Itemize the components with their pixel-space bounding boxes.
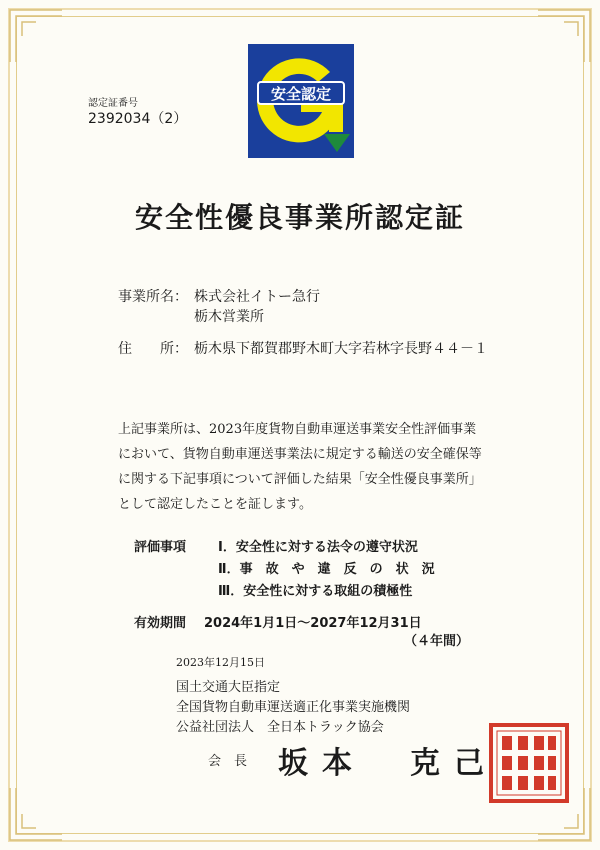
issuer-line2: 全国貨物自動車運送適正化事業実施機関 [176, 700, 411, 715]
evaluation-item: Ⅲ．安全性に対する取組の積極性 [218, 584, 413, 599]
body-line: として認定したことを証します。 [118, 497, 312, 512]
office-name-label: 事業所名： [118, 289, 188, 305]
signatory-name: 坂本 克己 [278, 746, 498, 781]
evaluation-label: 評価事項 [134, 540, 187, 555]
address-value: 栃木県下都賀郡野木町大字若林字長野４４－１ [194, 341, 488, 357]
validity-label: 有効期間 [134, 616, 187, 631]
logo-text: 安全認定 [270, 85, 332, 103]
cert-number-label: 認定証番号 [88, 98, 138, 109]
body-line: において、貨物自動車運送事業法に規定する輸送の安全確保等 [118, 447, 482, 462]
cert-number: 2392034（2） [88, 111, 188, 127]
issuer-line1: 国土交通大臣指定 [176, 680, 281, 695]
official-seal [488, 722, 570, 804]
g-mark-logo [246, 42, 356, 160]
evaluation-item: Ⅰ．安全性に対する法令の遵守状況 [218, 540, 418, 555]
issue-date: 2023年12月15日 [176, 656, 265, 669]
corner-ornament-bottom-left [6, 784, 66, 844]
corner-ornament-top-right [534, 6, 594, 66]
evaluation-item: Ⅱ．事 故 や 違 反 の 状 況 [218, 562, 435, 577]
issuer-line3: 公益社団法人 全日本トラック協会 [176, 720, 384, 735]
corner-ornament-top-left [6, 6, 66, 66]
signatory-title: 会 長 [208, 754, 248, 769]
validity-period: 2024年1月1日～2027年12月31日 [204, 616, 422, 631]
body-line: 上記事業所は、2023年度貨物自動車運送事業安全性評価事業 [118, 422, 477, 437]
document-title: 安全性優良事業所認定証 [134, 201, 465, 234]
office-name-line1: 株式会社イトー急行 [194, 289, 320, 305]
address-label: 住 所： [118, 341, 188, 357]
office-name-line2: 栃木営業所 [194, 309, 264, 325]
body-line: に関する下記事項について評価した結果「安全性優良事業所」 [118, 472, 482, 487]
validity-duration: （４年間） [404, 634, 470, 649]
